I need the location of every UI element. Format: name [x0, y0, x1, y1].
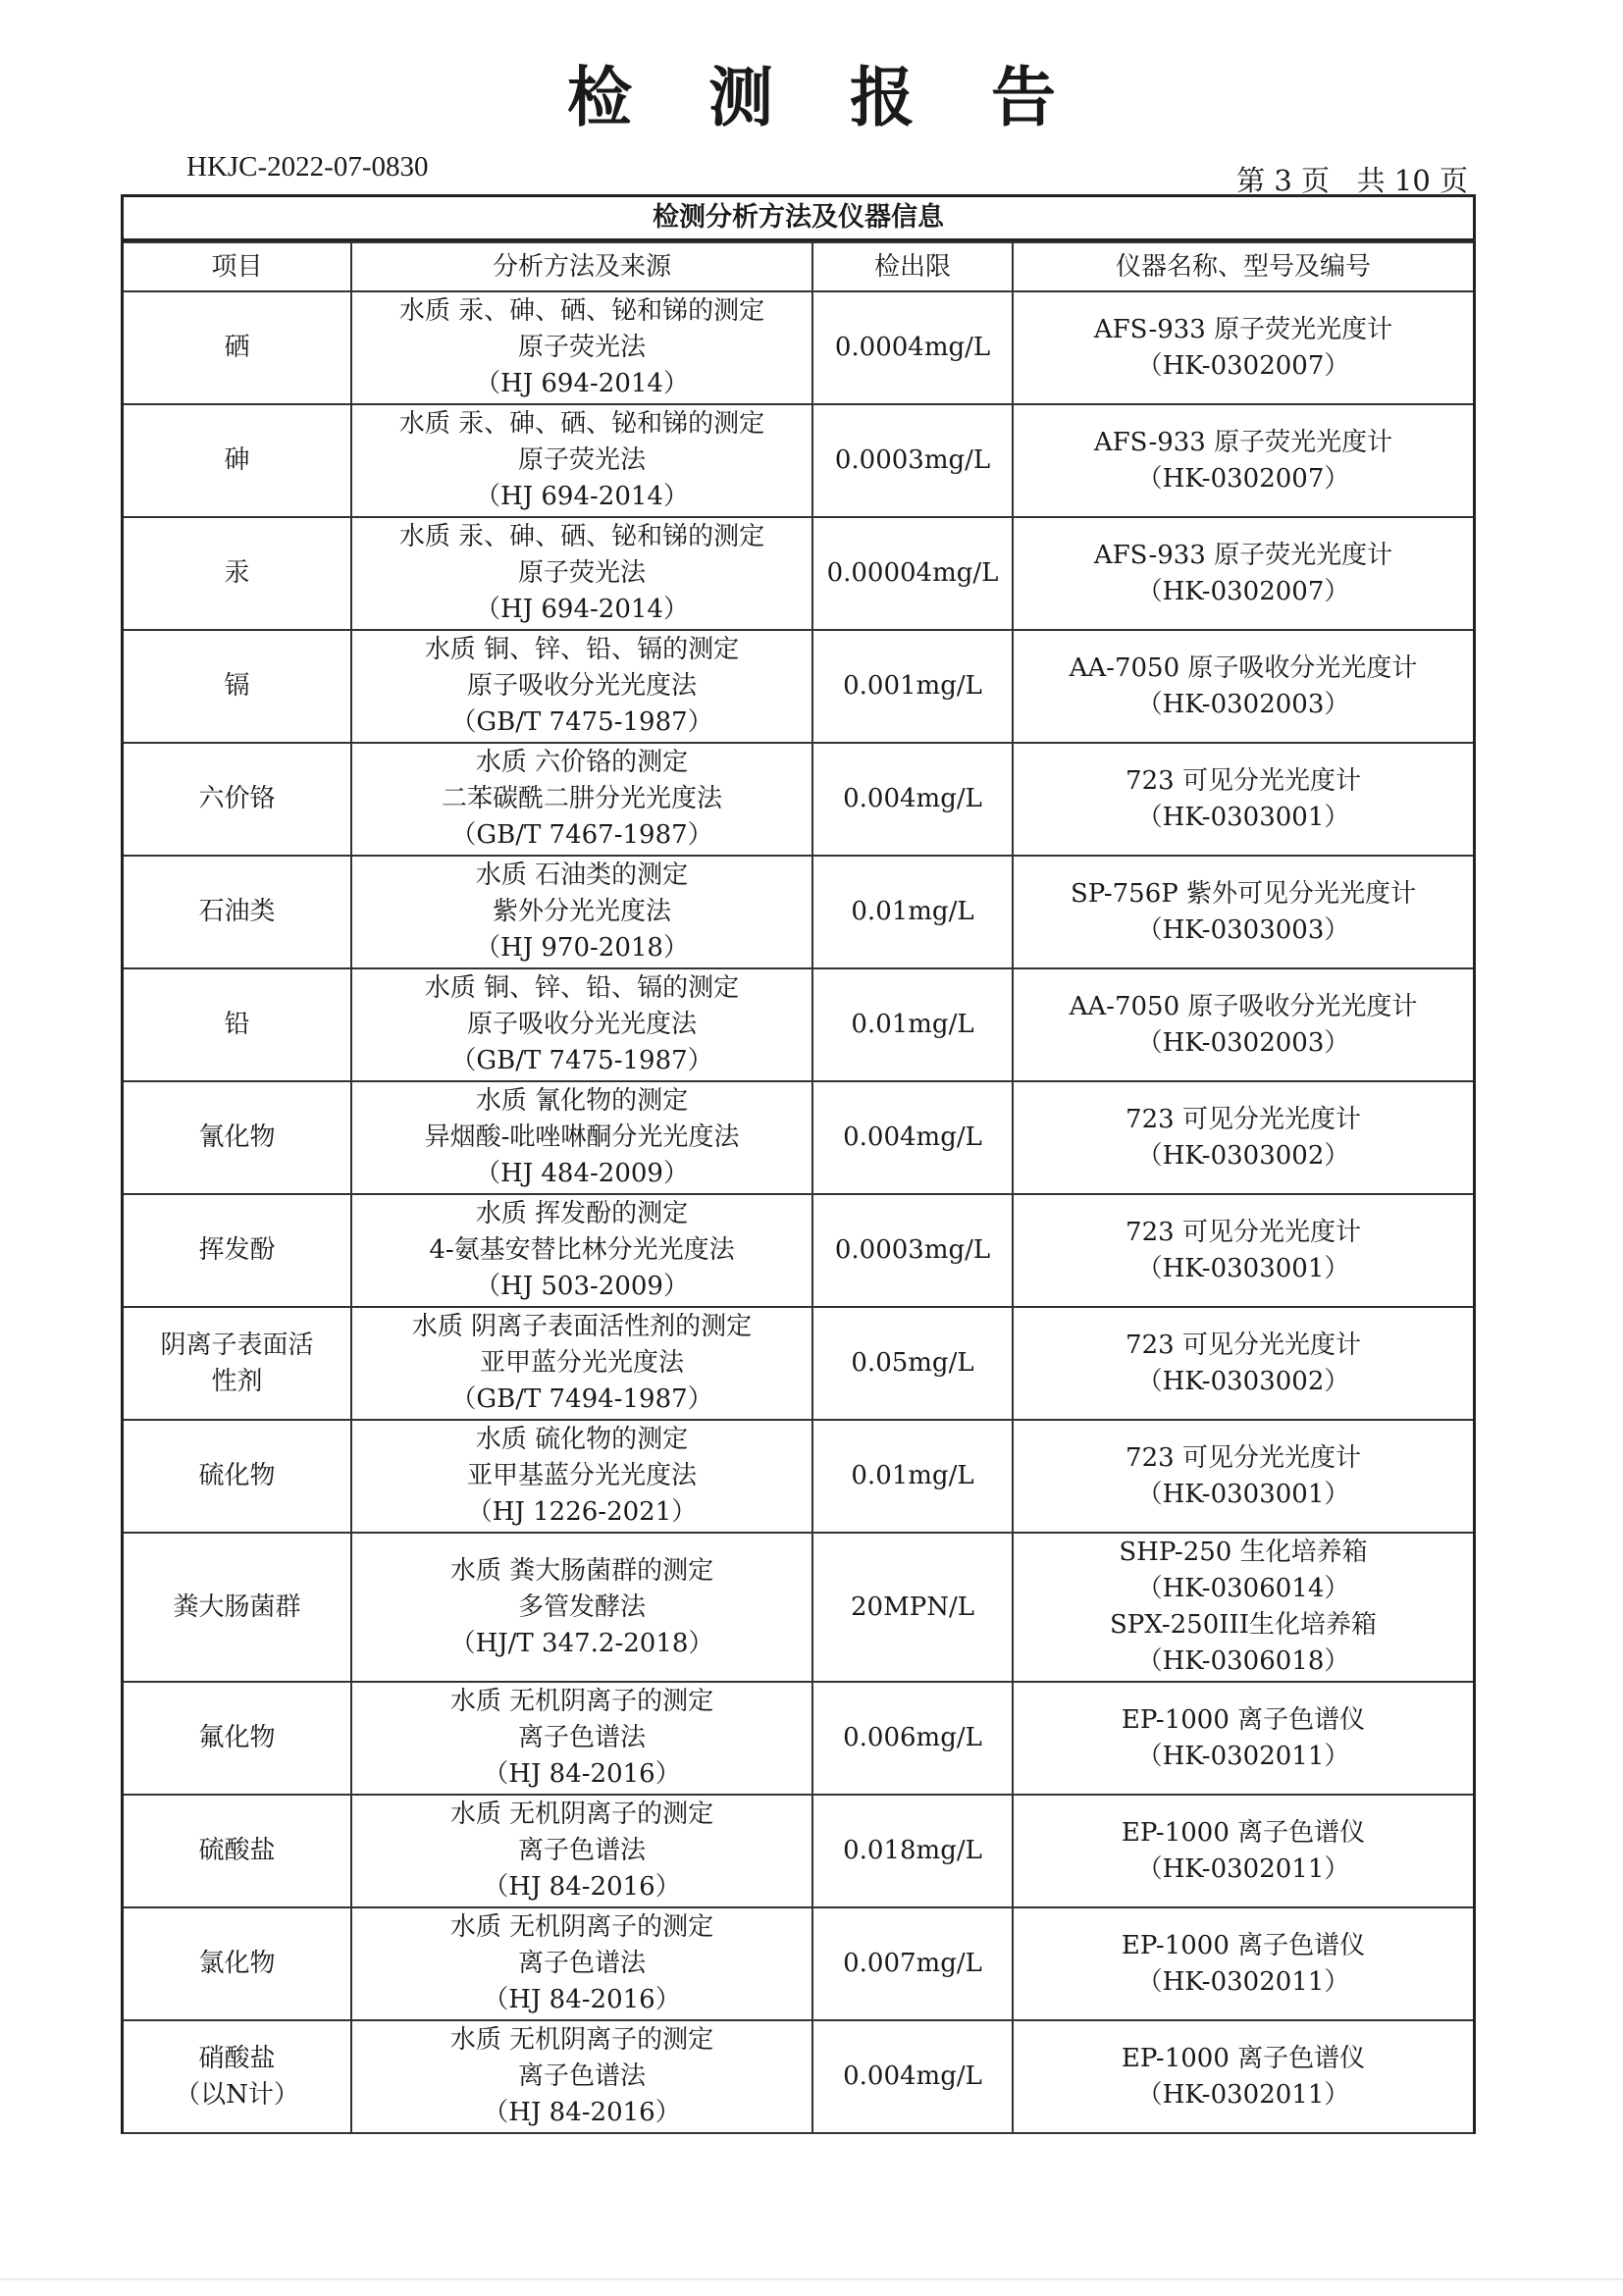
method-cell	[351, 856, 812, 968]
instrument-cell-line: 723 可见分光光度计	[1126, 765, 1361, 796]
item-cell-line: 氰化物	[198, 1122, 276, 1152]
method-cell-line: （GB/T 7467-1987）	[450, 820, 713, 850]
limit-cell: 0.0003mg/L	[812, 1194, 1013, 1307]
item-cell-line: 粪大肠菌群	[173, 1592, 301, 1622]
instrument-cell-line: AA-7050 原子吸收分光光度计	[1069, 991, 1418, 1021]
column-header-instrument: 仪器名称、型号及编号	[1013, 242, 1473, 291]
method-cell-line: 离子色谱法	[517, 2061, 646, 2091]
item-cell	[124, 1682, 351, 1795]
method-cell	[351, 1081, 812, 1194]
table-row	[124, 1081, 1473, 1194]
item-cell	[124, 1420, 351, 1533]
limit-cell: 20MPN/L	[812, 1533, 1013, 1682]
method-cell-line: 水质 氰化物的测定	[475, 1086, 689, 1116]
method-cell-line: 水质 铜、锌、铅、镉的测定	[424, 635, 740, 664]
method-cell-line: 多管发酵法	[517, 1592, 646, 1622]
table-row	[124, 1795, 1473, 1907]
method-cell	[351, 1907, 812, 2020]
method-cell-line: 原子荧光法	[517, 445, 646, 475]
method-cell-line: 水质 挥发酚的测定	[475, 1199, 689, 1228]
limit-cell: 0.0003mg/L	[812, 404, 1013, 517]
method-cell-line: 亚甲蓝分光光度法	[479, 1348, 684, 1378]
method-cell-line: （HJ 84-2016）	[483, 2098, 681, 2127]
method-cell-line: （HJ 503-2009）	[475, 1272, 689, 1301]
method-cell	[351, 1307, 812, 1420]
instrument-cell	[1013, 291, 1473, 404]
column-header-method: 分析方法及来源	[351, 242, 812, 291]
instrument-cell-line: 723 可见分光光度计	[1126, 1217, 1361, 1247]
instrument-cell	[1013, 968, 1473, 1081]
item-cell-line: 铅	[224, 1010, 250, 1039]
method-cell-line: 离子色谱法	[517, 1949, 646, 1978]
instrument-cell	[1013, 1907, 1473, 2020]
instrument-cell-line: （HK-0306018）	[1136, 1646, 1350, 1676]
limit-cell: 0.01mg/L	[812, 1420, 1013, 1533]
method-cell-line: 水质 硫化物的测定	[475, 1425, 689, 1454]
method-cell-line: （GB/T 7475-1987）	[450, 707, 713, 737]
instrument-cell	[1013, 1795, 1473, 1907]
instrument-cell-line: EP-1000 离子色谱仪	[1121, 1817, 1366, 1848]
instrument-cell	[1013, 1194, 1473, 1307]
item-cell-line: （以N计）	[175, 2079, 299, 2110]
instrument-cell-line: SP-756P 紫外可见分光光度计	[1070, 878, 1417, 909]
limit-cell: 0.004mg/L	[812, 743, 1013, 856]
table-row	[124, 1194, 1473, 1307]
method-cell-line: （HJ 84-2016）	[483, 1872, 681, 1902]
limit-cell: 0.004mg/L	[812, 2020, 1013, 2133]
limit-cell: 0.00004mg/L	[812, 517, 1013, 630]
method-cell-line: 亚甲基蓝分光光度法	[466, 1461, 697, 1490]
method-cell-line: （HJ 694-2014）	[475, 369, 689, 398]
method-cell-line: （GB/T 7494-1987）	[450, 1384, 713, 1414]
method-cell-line: 水质 无机阴离子的测定	[449, 1687, 714, 1716]
item-cell	[124, 1795, 351, 1907]
page-indicator	[1236, 163, 1468, 198]
section-title: 检测分析方法及仪器信息	[124, 197, 1473, 241]
item-cell-line: 硫酸盐	[198, 1836, 276, 1865]
method-cell-line: （HJ 970-2018）	[475, 933, 689, 963]
item-cell	[124, 1533, 351, 1682]
method-cell-line: 水质 汞、砷、硒、铋和锑的测定	[398, 296, 765, 326]
instrument-cell	[1013, 630, 1473, 743]
table-row	[124, 1907, 1473, 2020]
table-header-row	[124, 242, 1473, 291]
instrument-cell-line: AFS-933 原子荧光光度计	[1093, 314, 1393, 344]
instrument-cell	[1013, 517, 1473, 630]
instrument-cell-line: （HK-0302011）	[1136, 1853, 1350, 1884]
method-cell-line: 水质 阴离子表面活性剂的测定	[411, 1312, 753, 1341]
page-number: 第 3 页	[1236, 164, 1330, 197]
method-cell	[351, 404, 812, 517]
method-cell	[351, 968, 812, 1081]
table-row	[124, 404, 1473, 517]
method-cell-line: 水质 汞、砷、硒、铋和锑的测定	[398, 522, 765, 551]
instrument-cell	[1013, 1420, 1473, 1533]
instrument-cell-line: （HK-0302011）	[1136, 1741, 1350, 1771]
instrument-cell-line: SPX-250III生化培养箱	[1109, 1610, 1378, 1640]
method-cell	[351, 517, 812, 630]
method-cell-line: （HJ 484-2009）	[475, 1159, 689, 1188]
instrument-cell-line: （HK-0303001）	[1136, 1253, 1350, 1283]
item-cell-line: 阴离子表面活	[160, 1330, 314, 1360]
item-cell	[124, 630, 351, 743]
method-cell-line: （GB/T 7475-1987）	[450, 1046, 713, 1075]
column-header-item: 项目	[124, 242, 351, 291]
item-cell	[124, 517, 351, 630]
instrument-cell	[1013, 1307, 1473, 1420]
instrument-cell-line: （HK-0302003）	[1136, 689, 1350, 719]
table-body	[124, 291, 1473, 2133]
table-row	[124, 1682, 1473, 1795]
limit-cell: 0.004mg/L	[812, 1081, 1013, 1194]
table-row	[124, 2020, 1473, 2133]
method-cell-line: 水质 粪大肠菌群的测定	[449, 1555, 714, 1586]
method-cell-line: 原子荧光法	[517, 333, 646, 362]
item-cell-line: 硒	[224, 333, 250, 362]
item-cell-line: 砷	[224, 445, 250, 475]
method-cell-line: 水质 铜、锌、铅、镉的测定	[424, 973, 740, 1003]
instrument-cell-line: AA-7050 原子吸收分光光度计	[1069, 652, 1418, 683]
method-cell-line: （HJ 84-2016）	[483, 1985, 681, 2014]
item-cell-line: 挥发酚	[198, 1235, 276, 1265]
limit-cell: 0.006mg/L	[812, 1682, 1013, 1795]
item-cell	[124, 968, 351, 1081]
table-row	[124, 517, 1473, 630]
method-cell	[351, 1795, 812, 1907]
limit-cell: 0.007mg/L	[812, 1907, 1013, 2020]
column-header-limit: 检出限	[812, 242, 1013, 291]
instrument-cell-line: EP-1000 离子色谱仪	[1121, 1930, 1366, 1960]
limit-cell: 0.01mg/L	[812, 968, 1013, 1081]
instrument-cell	[1013, 856, 1473, 968]
instrument-cell	[1013, 743, 1473, 856]
item-cell-line: 镉	[224, 671, 250, 701]
instrument-cell-line: EP-1000 离子色谱仪	[1121, 1704, 1366, 1735]
page-bottom-divider	[0, 2278, 1623, 2280]
item-cell-line: 硫化物	[198, 1461, 276, 1490]
item-cell-line: 六价铬	[198, 784, 276, 813]
instrument-cell-line: （HK-0303003）	[1136, 914, 1350, 945]
method-cell	[351, 2020, 812, 2133]
instrument-cell	[1013, 404, 1473, 517]
instrument-cell-line: 723 可见分光光度计	[1126, 1104, 1361, 1134]
method-cell-line: 水质 汞、砷、硒、铋和锑的测定	[398, 409, 765, 439]
table-row	[124, 856, 1473, 968]
method-cell	[351, 630, 812, 743]
item-cell-line: 氯化物	[198, 1949, 276, 1978]
instrument-cell-line: （HK-0303001）	[1136, 802, 1350, 832]
table-row	[124, 968, 1473, 1081]
table-row	[124, 630, 1473, 743]
item-cell-line: 氟化物	[198, 1723, 276, 1752]
instrument-cell-line: SHP-250 生化培养箱	[1119, 1538, 1368, 1567]
instrument-cell-line: （HK-0303002）	[1136, 1366, 1350, 1396]
instrument-cell-line: （HK-0306014）	[1136, 1574, 1350, 1603]
limit-cell: 0.01mg/L	[812, 856, 1013, 968]
instrument-cell-line: （HK-0302007）	[1136, 350, 1350, 381]
methods-table-container	[121, 194, 1476, 2134]
method-cell-line: （HJ 694-2014）	[475, 482, 689, 511]
item-cell-line: 汞	[224, 558, 250, 588]
method-cell-line: 水质 无机阴离子的测定	[449, 1912, 714, 1942]
table-row	[124, 291, 1473, 404]
method-cell	[351, 291, 812, 404]
method-cell	[351, 1533, 812, 1682]
method-cell-line: 原子吸收分光光度法	[466, 1010, 697, 1039]
method-cell-line: 紫外分光光度法	[492, 897, 671, 926]
instrument-cell-line: （HK-0303001）	[1136, 1479, 1350, 1509]
method-cell-line: 原子吸收分光光度法	[466, 671, 697, 701]
instrument-cell-line: AFS-933 原子荧光光度计	[1093, 540, 1393, 570]
item-cell	[124, 291, 351, 404]
method-cell	[351, 1420, 812, 1533]
method-cell	[351, 1194, 812, 1307]
report-number: HKJC-2022-07-0830	[186, 151, 429, 183]
item-cell	[124, 856, 351, 968]
instrument-cell-line: 723 可见分光光度计	[1126, 1442, 1361, 1473]
method-cell-line: （HJ/T 347.2-2018）	[449, 1628, 714, 1658]
method-cell-line: 水质 无机阴离子的测定	[449, 2025, 714, 2055]
item-cell	[124, 1194, 351, 1307]
method-cell-line: （HJ 84-2016）	[483, 1759, 681, 1789]
instrument-cell-line: （HK-0302011）	[1136, 2079, 1350, 2110]
table-row	[124, 1420, 1473, 1533]
method-cell-line: （HJ 1226-2021）	[466, 1497, 698, 1527]
limit-cell: 0.0004mg/L	[812, 291, 1013, 404]
method-cell-line: 水质 无机阴离子的测定	[449, 1800, 714, 1829]
item-cell	[124, 2020, 351, 2133]
item-cell-line: 硝酸盐	[198, 2043, 276, 2073]
table-row	[124, 1307, 1473, 1420]
method-cell	[351, 1682, 812, 1795]
limit-cell: 0.05mg/L	[812, 1307, 1013, 1420]
item-cell	[124, 1081, 351, 1194]
limit-cell: 0.018mg/L	[812, 1795, 1013, 1907]
item-cell-line: 性剂	[211, 1366, 263, 1396]
method-cell-line: 水质 六价铬的测定	[475, 748, 689, 777]
instrument-cell-line: （HK-0302003）	[1136, 1027, 1350, 1058]
instrument-cell	[1013, 1682, 1473, 1795]
instrument-cell-line: 723 可见分光光度计	[1126, 1330, 1361, 1360]
method-cell-line: 二苯碳酰二肼分光光度法	[441, 784, 722, 813]
report-title: 检测报告	[567, 60, 1132, 135]
instrument-cell-line: （HK-0302011）	[1136, 1966, 1350, 1997]
method-cell-line: 水质 石油类的测定	[475, 861, 689, 890]
item-cell-line: 石油类	[198, 897, 276, 926]
table-row	[124, 1533, 1473, 1682]
methods-table	[124, 241, 1473, 2134]
instrument-cell-line: EP-1000 离子色谱仪	[1121, 2043, 1366, 2073]
item-cell	[124, 1307, 351, 1420]
item-cell	[124, 1907, 351, 2020]
method-cell-line: 异烟酸-吡唑啉酮分光光度法	[424, 1122, 740, 1152]
instrument-cell-line: （HK-0302007）	[1136, 463, 1350, 494]
instrument-cell-line: （HK-0303002）	[1136, 1140, 1350, 1171]
method-cell-line: 离子色谱法	[517, 1836, 646, 1865]
method-cell-line: 4-氨基安替比林分光光度法	[429, 1235, 735, 1265]
instrument-cell	[1013, 2020, 1473, 2133]
table-row	[124, 743, 1473, 856]
item-cell	[124, 743, 351, 856]
item-cell	[124, 404, 351, 517]
instrument-cell	[1013, 1533, 1473, 1682]
instrument-cell-line: AFS-933 原子荧光光度计	[1093, 427, 1393, 457]
instrument-cell	[1013, 1081, 1473, 1194]
method-cell-line: 离子色谱法	[517, 1723, 646, 1752]
method-cell-line: （HJ 694-2014）	[475, 595, 689, 624]
instrument-cell-line: （HK-0302007）	[1136, 576, 1350, 606]
method-cell-line: 原子荧光法	[517, 558, 646, 588]
total-pages: 共 10 页	[1356, 164, 1468, 197]
limit-cell: 0.001mg/L	[812, 630, 1013, 743]
method-cell	[351, 743, 812, 856]
